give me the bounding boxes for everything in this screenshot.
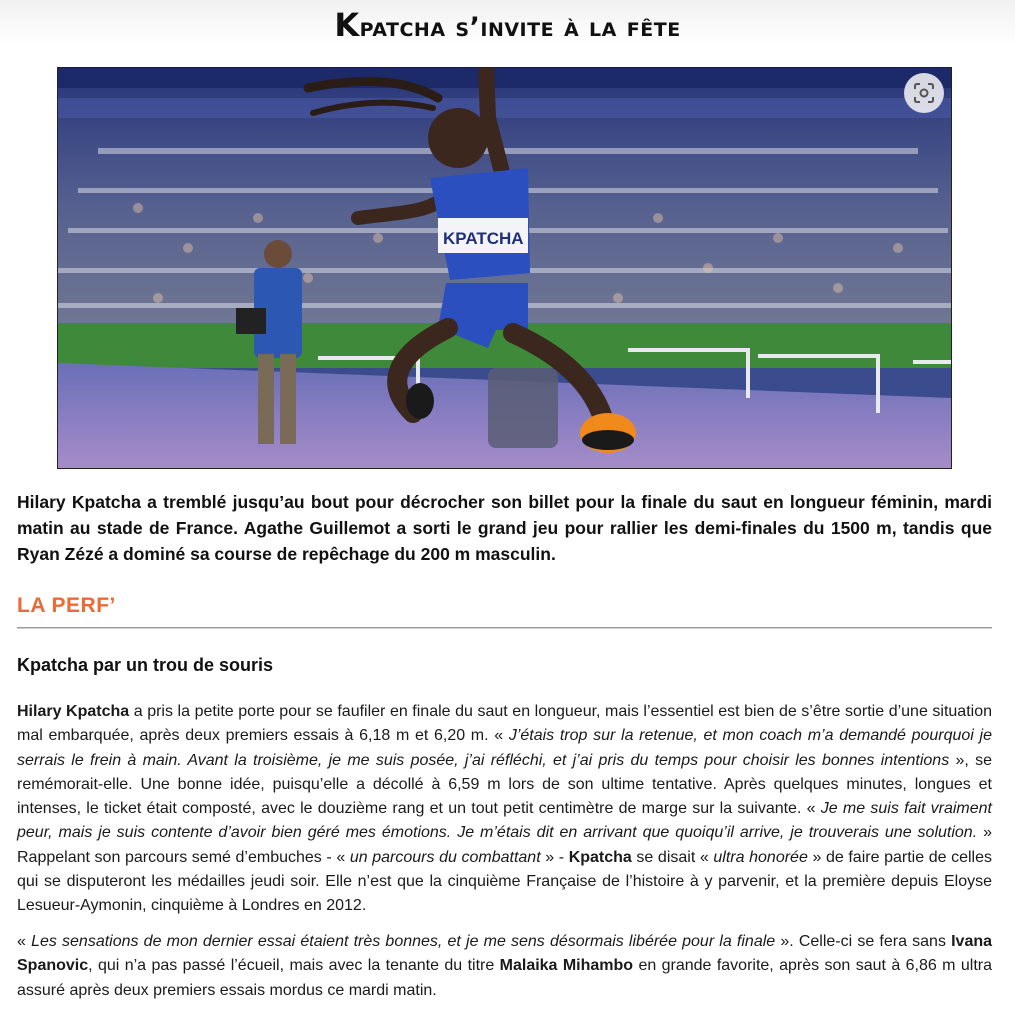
text-run: en grande favorite, après son saut à 6,86 m ultra assuré après deux premiers essais mordus ce mardi matin.	[17, 957, 992, 999]
section-divider	[17, 627, 992, 629]
athlete-name: Kpatcha	[568, 848, 632, 866]
athlete-name: Malaika Mihambo	[499, 957, 634, 975]
athlete-name: Hilary Kpatcha	[17, 703, 130, 720]
text-run: «	[17, 933, 32, 950]
text-run: se disait «	[631, 848, 714, 866]
section-label: LA PERF’	[17, 594, 116, 617]
quote: J’étais trop sur la retenue, et mon coach m’a demandé pourquoi je serrais le frein à main. Avant la troisième, je me suis posée, j’ai réfléchi, et j’ai pris du temps pour choisir les bonnes intentions	[17, 727, 992, 769]
text-run: ». Celle-ci se fera sans	[775, 933, 952, 950]
title-initial: K	[334, 6, 360, 44]
text-run: , qui n’a pas passé l’écueil, mais avec la tenante du titre	[88, 957, 500, 975]
text-run: », se remémorait-elle. Une bonne idée, puisqu’elle a décollé à 6,59 m lors de son ultime tentative. Après quelques minutes, longues et intenses, le ticket était composté, avec le douzième rang et un tout petit centimètre de marge sur la suivante. «	[17, 751, 992, 818]
lens-scan-button[interactable]	[904, 73, 944, 113]
body-paragraph-1	[17, 700, 992, 919]
text-run: a pris la petite porte pour se faufiler en finale du saut en longueur, mais l’essentiel est bien de s’être sortie d’une situation mal embarquée, après deux premiers essais à 6,18 m et 6,20 m. «	[17, 703, 992, 745]
athlete-name: Ivana Spanovic	[17, 933, 993, 975]
quote: ultra honorée	[713, 848, 808, 866]
quote: Les sensations de mon dernier essai étaient très bonnes, et je me sens désormais libérée pour la finale	[31, 933, 776, 950]
title-rest: patcha s’invite à la fête	[359, 12, 681, 43]
quote: Je me suis fait vraiment peur, mais je suis contente d’avoir bien géré mes émotions. Je m’étais dit en arrivant que quoiqu’il arrive, je trouverais une solution.	[17, 800, 992, 842]
article-photo	[57, 67, 952, 469]
text-run: » de faire partie de celles qui se disputeront les médailles jeudi soir. Elle n’est que la cinquième Française de l’histoire à y parvenir, et la première depuis Eloyse Lesueur-Aymonin, cinquième à Londres en 2012.	[17, 848, 993, 915]
athlete-bib-text: KPATCHA	[443, 229, 524, 248]
lens-scan-icon	[914, 83, 934, 103]
article-lead: Hilary Kpatcha a tremblé jusqu’au bout pour décrocher son billet pour la finale du saut en longueur féminin, mardi matin au stade de France. Agathe Guillemot a sorti le grand jeu pour rallier les demi-finales du 1500 m, tandis que Ryan Zézé a dominé sa course de repêchage du 200 m masculin.	[17, 492, 992, 564]
text-run: » Rappelant son parcours semé d’embuches - «	[17, 824, 993, 866]
body-paragraph-2	[17, 930, 992, 1003]
text-run: » -	[540, 848, 569, 866]
quote: un parcours du combattant	[349, 848, 541, 866]
subheading: Kpatcha par un trou de souris	[17, 655, 274, 675]
article-title	[0, 6, 1015, 44]
